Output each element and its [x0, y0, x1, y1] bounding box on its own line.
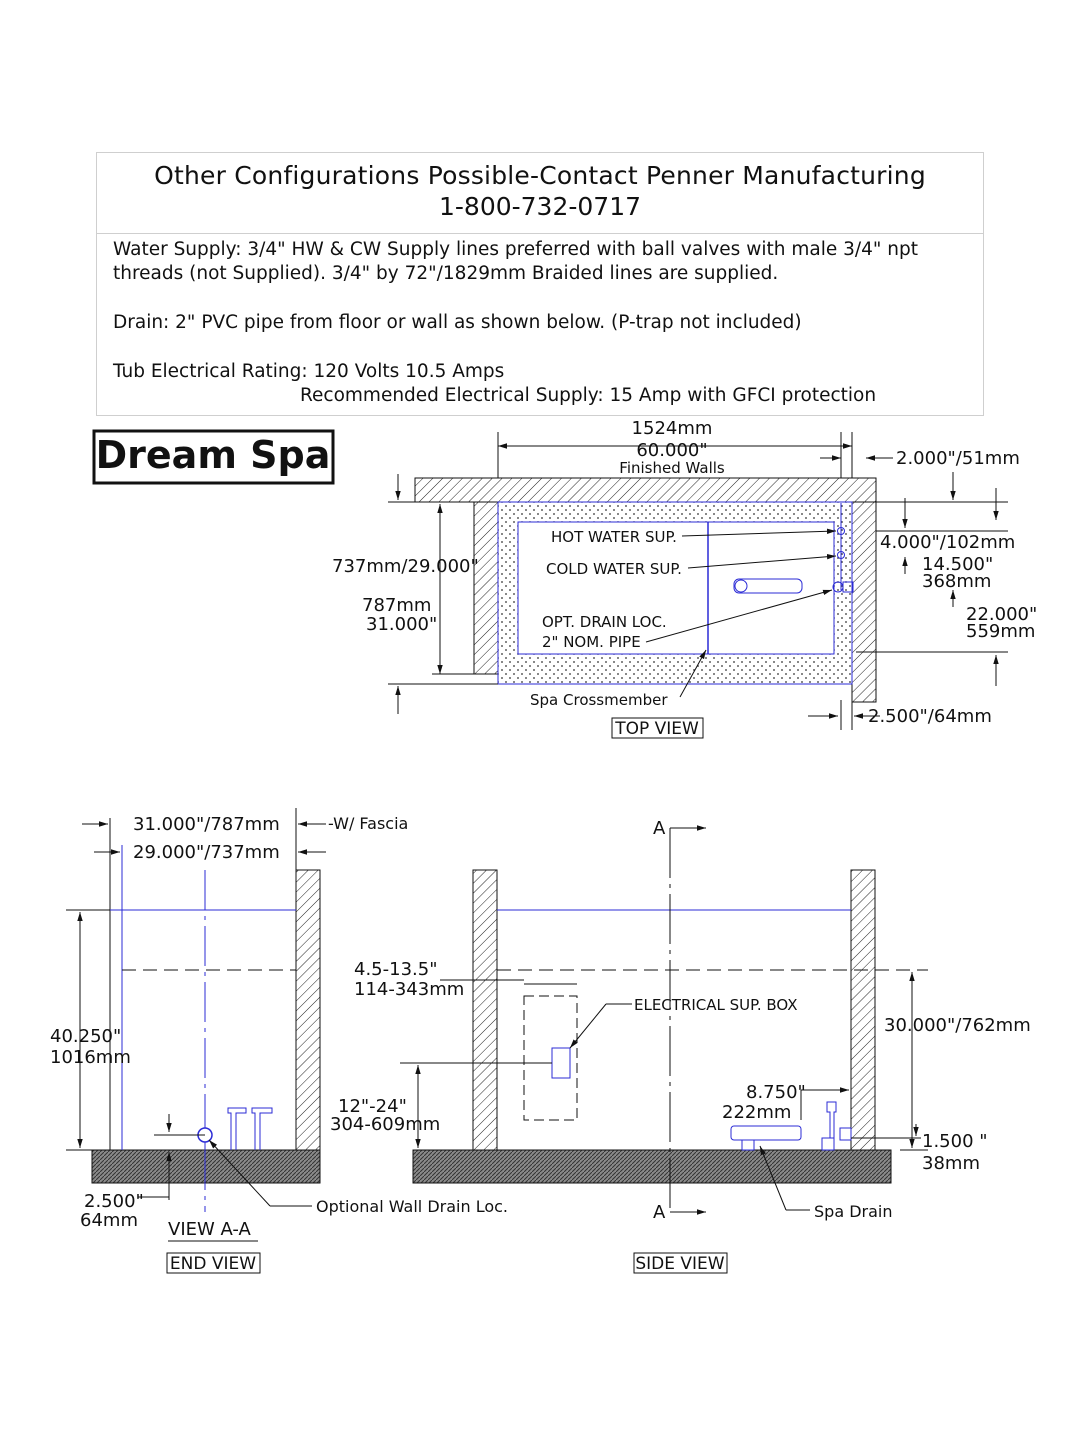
top-view: [332, 418, 1037, 739]
side-dim-base-mm: 38mm: [922, 1153, 980, 1174]
end-dim-fascia: 31.000"/787mm: [133, 814, 280, 835]
drain-pipe-label: 2" NOM. PIPE: [542, 633, 641, 651]
end-wall: [296, 870, 320, 1150]
cold-water-label: COLD WATER SUP.: [546, 560, 682, 578]
side-dim-range-mm: 304-609mm: [330, 1114, 441, 1135]
water-supply-line1: Water Supply: 3/4" HW & CW Supply lines preferred with ball valves with male 3/4" npt: [113, 239, 918, 260]
top-dim-depth: 737mm/29.000": [332, 556, 479, 577]
drain-spec: Drain: 2" PVC pipe from floor or wall as shown below. (P-trap not included): [113, 312, 802, 333]
top-dim-hot: 4.000"/102mm: [880, 532, 1016, 553]
electrical-rating: Tub Electrical Rating: 120 Volts 10.5 Amps: [113, 361, 505, 382]
top-dim-depth2-mm: 787mm: [362, 595, 432, 616]
end-dim-height-mm: 1016mm: [50, 1047, 131, 1068]
electrical-box-label: ELECTRICAL SUP. BOX: [634, 996, 798, 1014]
end-dim-drain-mm: 64mm: [80, 1210, 138, 1231]
section-a-bottom: A: [653, 1202, 666, 1223]
header-phone: 1-800-732-0717: [438, 192, 642, 221]
fascia-label: -W/ Fascia: [328, 814, 409, 833]
top-dim-cold-in: 14.500": [922, 554, 994, 575]
right-wall: [852, 502, 876, 702]
side-dim-box-in: 4.5-13.5": [354, 959, 438, 980]
top-dim-width-in: 60.000": [636, 440, 708, 461]
electrical-supply: Recommended Electrical Supply: 15 Amp with GFCI protection: [300, 385, 877, 406]
top-view-title: TOP VIEW: [615, 719, 699, 739]
side-dim-base-in: 1.500 ": [922, 1131, 988, 1152]
dream-spa-logo: [94, 431, 333, 483]
side-wall-right: [851, 870, 875, 1150]
side-dim-height: 30.000"/762mm: [884, 1015, 1031, 1036]
water-supply-line2: threads (not Supplied). 3/4" by 72"/1829mm Braided lines are supplied.: [113, 263, 779, 284]
end-dim-height-in: 40.250": [50, 1026, 122, 1047]
top-dim-drain-in: 22.000": [966, 604, 1038, 625]
top-dim-drain-mm: 559mm: [966, 621, 1036, 642]
hot-water-label: HOT WATER SUP.: [551, 528, 677, 546]
top-dim-wall: 2.000"/51mm: [896, 448, 1020, 469]
side-dim-drain-in: 8.750": [746, 1082, 806, 1103]
side-dim-range-in: 12"-24": [338, 1096, 407, 1117]
left-wall: [474, 502, 498, 674]
wall-drain-label: Optional Wall Drain Loc.: [316, 1197, 508, 1216]
crossmember-label: Spa Crossmember: [530, 691, 668, 709]
top-dim-cold-mm: 368mm: [922, 571, 992, 592]
top-dim-depth2-in: 31.000": [366, 614, 438, 635]
side-dim-box-mm: 114-343mm: [354, 979, 465, 1000]
top-wall: [415, 478, 876, 502]
view-aa-label: VIEW A-A: [168, 1219, 251, 1240]
side-ground: [413, 1150, 891, 1183]
end-ground: [92, 1150, 320, 1183]
top-dim-width-mm: 1524mm: [631, 418, 713, 439]
end-dim-drain-in: 2.500": [84, 1191, 144, 1212]
section-a-top: A: [653, 818, 666, 839]
side-wall-left: [473, 870, 497, 1150]
header-line1: Other Configurations Possible-Contact Penner Manufacturing: [154, 161, 926, 190]
end-view: [50, 808, 508, 1274]
drain-loc-label: OPT. DRAIN LOC.: [542, 613, 667, 631]
side-dim-drain-mm: 222mm: [722, 1102, 792, 1123]
end-view-title: END VIEW: [169, 1254, 257, 1274]
logo-text: Dream Spa: [95, 433, 331, 477]
spa-drain-label: Spa Drain: [814, 1202, 893, 1221]
side-view-title: SIDE VIEW: [635, 1254, 725, 1274]
end-dim-inner: 29.000"/737mm: [133, 842, 280, 863]
top-dim-offset: 2.500"/64mm: [868, 706, 992, 727]
finished-walls-label: Finished Walls: [619, 459, 725, 477]
